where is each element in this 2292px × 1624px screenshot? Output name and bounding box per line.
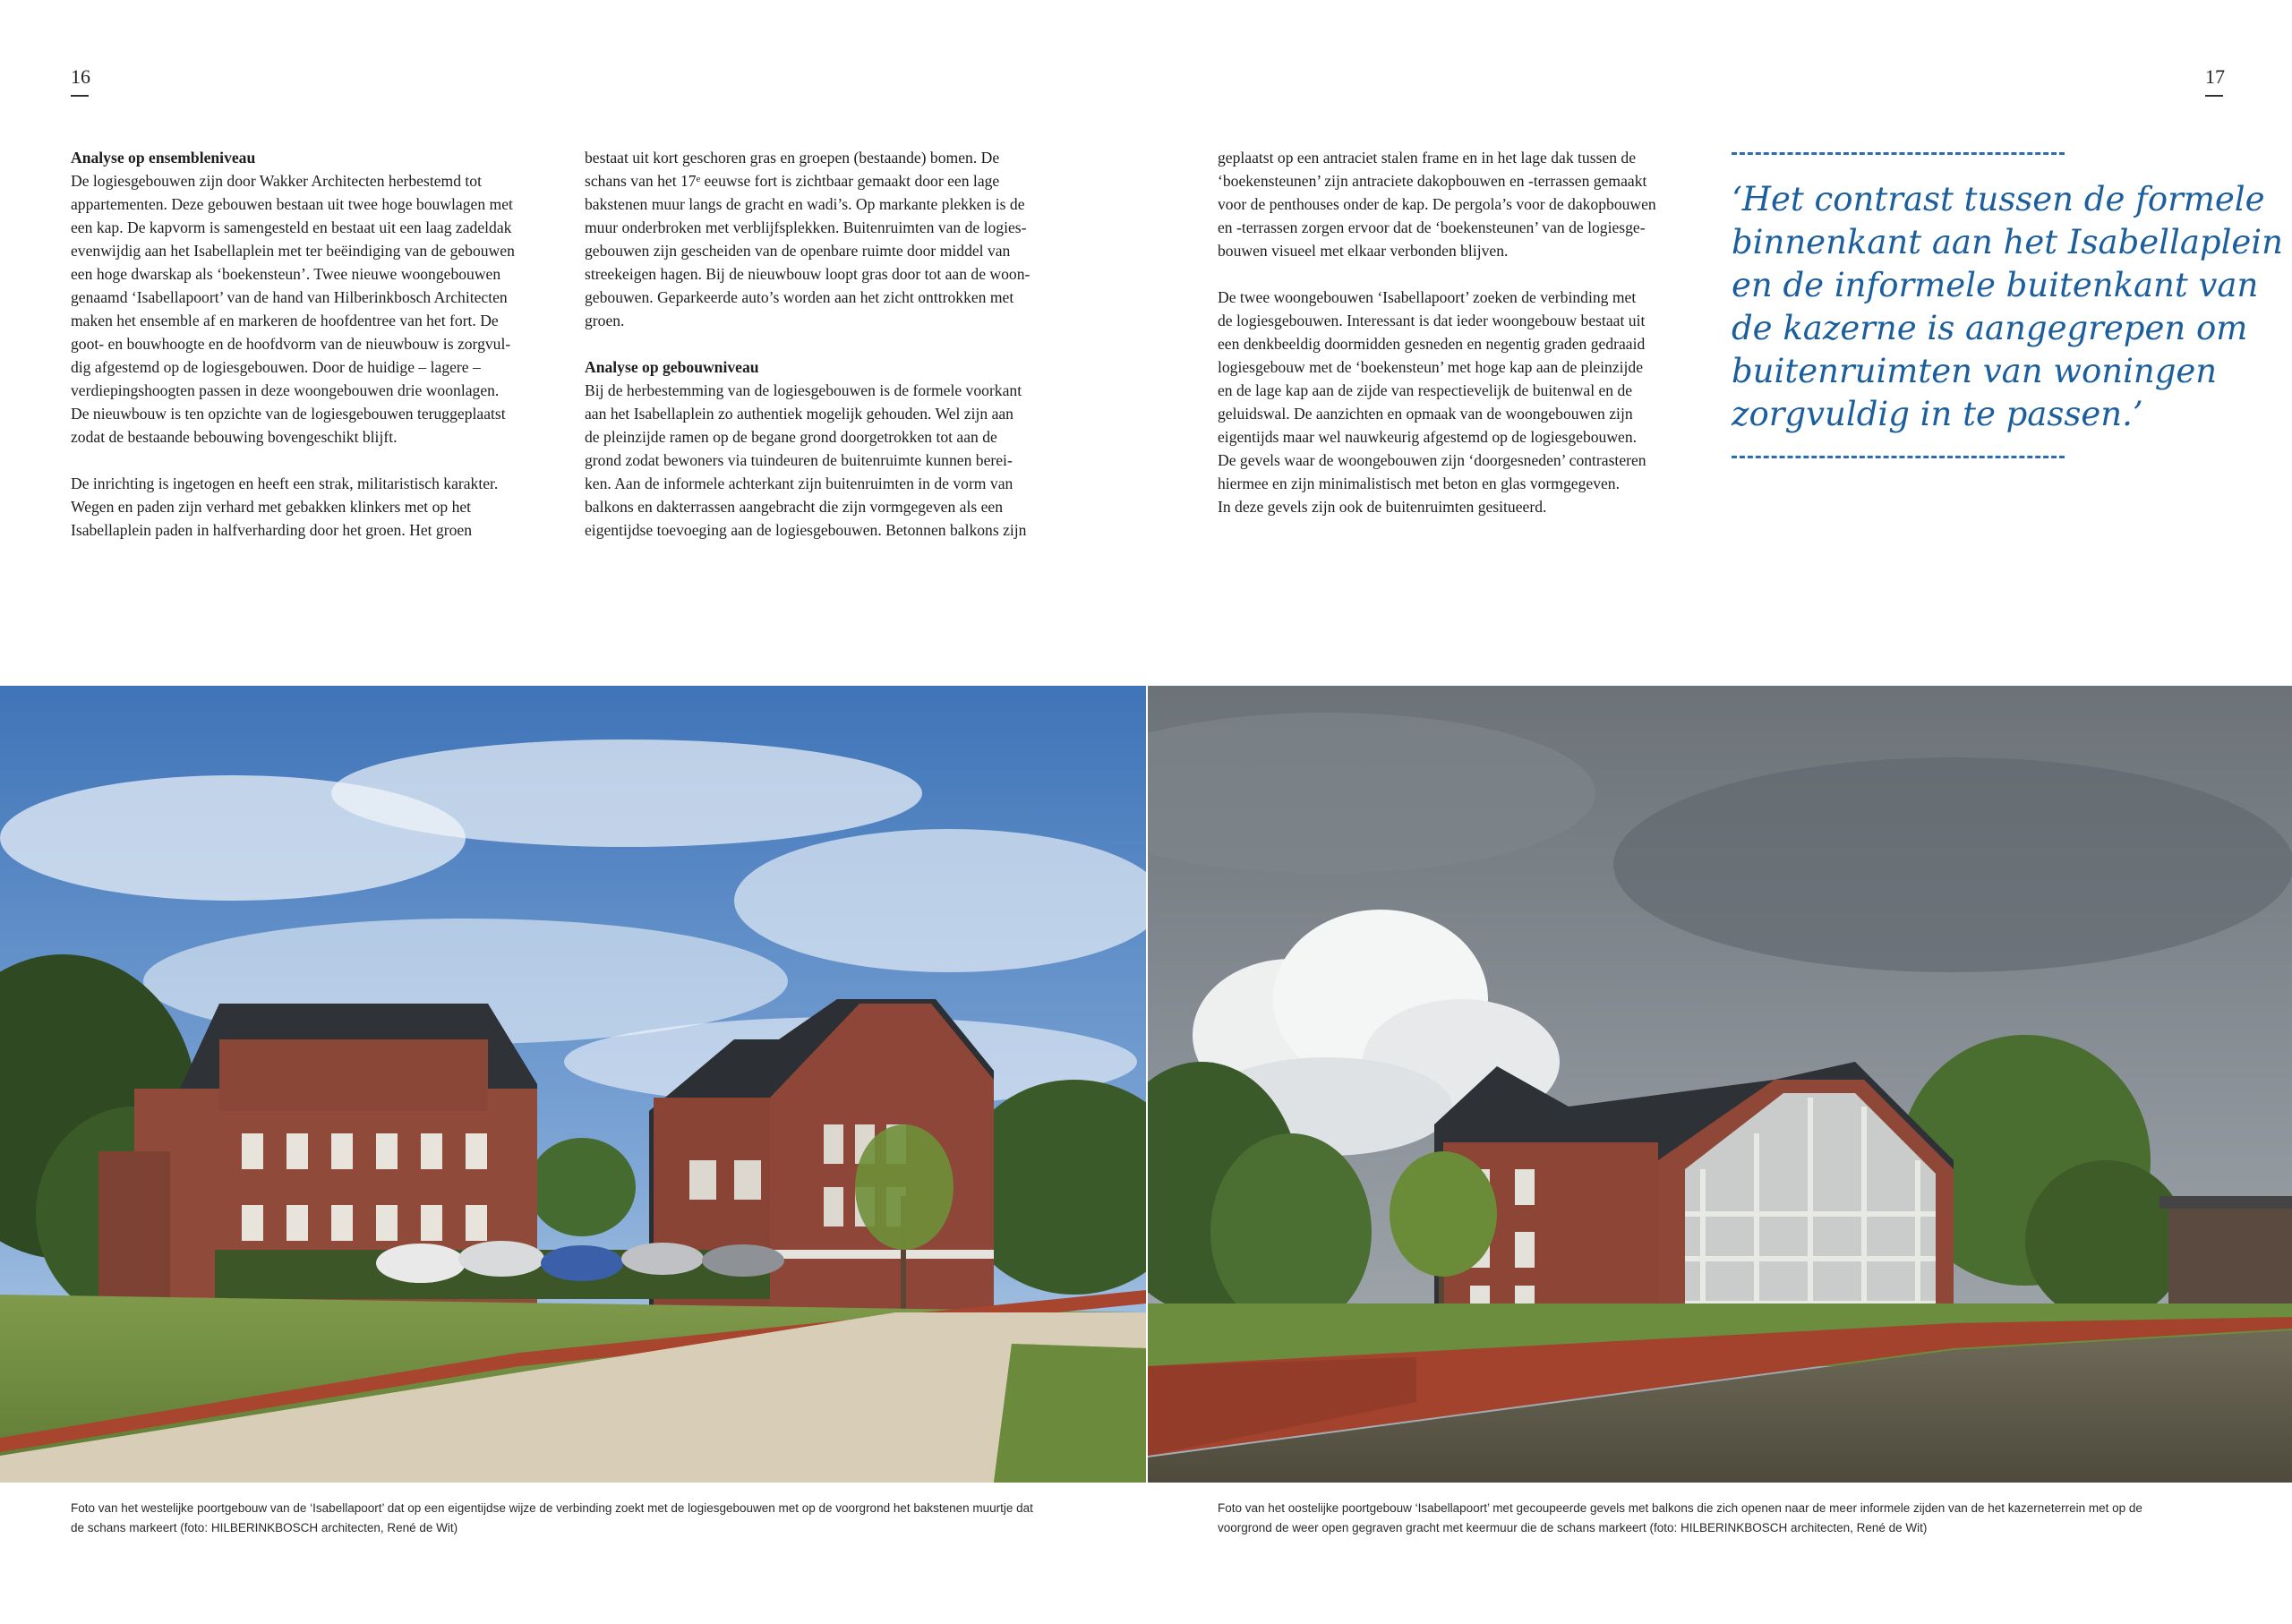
text-line: schans van het 17ᵉ eeuwse fort is zichtbaar gemaakt door een lage	[585, 172, 1000, 190]
text-line: evenwijdig aan het Isabellaplein met ter beëindiging van de gebouwen	[71, 242, 515, 260]
photo-caption-left	[71, 1499, 1033, 1538]
text-line: verdiepingshoogten passen in deze woongebouwen drie woonlagen.	[71, 381, 500, 399]
text-line: De nieuwbouw is ten opzichte van de logiesgebouwen teruggeplaatst	[71, 405, 506, 423]
text-line: ken. Aan de informele achterkant zijn buitenruimten in de vorm van	[585, 474, 1013, 492]
text-line: en -terrassen zorgen ervoor dat de ‘boekensteunen’ van de logiesge-	[1218, 218, 1646, 236]
text-line: In deze gevels zijn ook de buitenruimten gesitueerd.	[1218, 498, 1547, 516]
photo-west-gatehouse	[0, 686, 1146, 1483]
paragraph	[71, 472, 569, 542]
quote-text	[1732, 178, 2283, 436]
caption-line: Foto van het westelijke poortgebouw van de ‘Isabellapoort’ dat op een eigentijdse wijze de verbinding zoekt met de logiesgebouwen met op de voorgrond het bakstenen muurtje dat	[71, 1501, 1033, 1515]
paragraph	[1218, 146, 1715, 262]
quote-line: en de informele buitenkant van	[1732, 266, 2259, 304]
paragraph	[585, 379, 1082, 542]
text-line: Wegen en paden zijn verhard met gebakken klinkers met op het	[71, 498, 472, 516]
quote-divider-top	[1732, 152, 2065, 155]
text-line: bestaat uit kort geschoren gras en groepen (bestaande) bomen. De	[585, 149, 1000, 167]
page-number-right: 17	[2205, 64, 2225, 97]
quote-line: buitenruimten van woningen	[1732, 352, 2218, 390]
paragraph	[1218, 286, 1715, 518]
text-column-1	[71, 146, 569, 542]
text-line: bouwen visueel met elkaar verbonden blijven.	[1218, 242, 1509, 260]
text-line: de pleinzijde ramen op de begane grond doorgetrokken tot aan de	[585, 428, 997, 446]
text-line: ‘boekensteunen’ zijn antraciete dakopbouwen en -terrassen gemaakt	[1218, 172, 1647, 190]
text-line: De gevels waar de woongebouwen zijn ‘doorgesneden’ contrasteren	[1218, 451, 1646, 469]
text-line: eigentijdse toevoeging aan de logiesgebouwen. Betonnen balkons zijn	[585, 521, 1027, 539]
quote-divider-bottom	[1732, 456, 2065, 458]
text-line: De inrichting is ingetogen en heeft een strak, militaristisch karakter.	[71, 474, 499, 492]
section-heading-ensemble: Analyse op ensembleniveau	[71, 149, 256, 167]
caption-line: de schans markeert (foto: HILBERINKBOSCH architecten, René de Wit)	[71, 1521, 458, 1534]
text-line: grond zodat bewoners via tuindeuren de buitenruimte kunnen berei-	[585, 451, 1013, 469]
caption-line: voorgrond de weer open gegraven gracht met keermuur die de schans markeert (foto: HILBERINKBOSCH architecten, René de Wit)	[1218, 1521, 1928, 1534]
text-line: De twee woongebouwen ‘Isabellapoort’ zoeken de verbinding met	[1218, 288, 1637, 306]
text-line: goot- en bouwhoogte en de hoofdvorm van de nieuwbouw is zorgvul-	[71, 335, 511, 353]
text-line: gebouwen. Geparkeerde auto’s worden aan het zicht onttrokken met	[585, 288, 1014, 306]
text-line: eigentijds maar wel nauwkeurig afgestemd op de logiesgebouwen.	[1218, 428, 1638, 446]
page-number-left: 16	[71, 64, 90, 97]
text-line: hiermee en zijn minimalistisch met beton en glas vormgegeven.	[1218, 474, 1621, 492]
text-line: aan het Isabellaplein zo authentiek mogelijk gehouden. Wel zijn aan	[585, 405, 1013, 423]
paragraph	[71, 169, 569, 449]
quote-line: zorgvuldig in te passen.’	[1732, 395, 2143, 433]
text-line: Bij de herbestemming van de logiesgebouwen is de formele voorkant	[585, 381, 1022, 399]
text-line: Isabellaplein paden in halfverharding door het groen. Het groen	[71, 521, 472, 539]
text-line: een denkbeeldig doormidden gesneden en negentig graden gedraaid	[1218, 335, 1646, 353]
text-line: zodat de bestaande bebouwing bovengeschikt blijft.	[71, 428, 398, 446]
text-line: logiesgebouw met de ‘boekensteun’ met hoge kap aan de pleinzijde	[1218, 358, 1644, 376]
text-line: genaamd ‘Isabellapoort’ van de hand van Hilberinkbosch Architecten	[71, 288, 508, 306]
quote-line: binnenkant aan het Isabellaplein	[1732, 223, 2283, 261]
photo-east-gatehouse	[1148, 686, 2292, 1483]
text-line: gebouwen zijn gescheiden van de openbare ruimte door middel van	[585, 242, 1011, 260]
text-line: voor de penthouses onder de kap. De pergola’s voor de dakopbouwen	[1218, 195, 1656, 213]
text-line: streekeigen hagen. Bij de nieuwbouw loopt gras door tot aan de woon-	[585, 265, 1031, 283]
text-column-2	[585, 146, 1082, 542]
quote-line: ‘Het contrast tussen de formele	[1732, 180, 2265, 218]
text-line: geplaatst op een antraciet stalen frame en in het lage dak tussen de	[1218, 149, 1637, 167]
text-line: de logiesgebouwen. Interessant is dat ieder woongebouw bestaat uit	[1218, 312, 1646, 329]
text-line: maken het ensemble af en markeren de hoofdentree van het fort. De	[71, 312, 499, 329]
text-line: balkons en dakterrassen aangebracht die zijn vormgegeven als een	[585, 498, 1004, 516]
text-line: dig afgestemd op de logiesgebouwen. Door de huidige – lagere –	[71, 358, 481, 376]
text-line: groen.	[585, 312, 625, 329]
paragraph	[585, 146, 1082, 332]
text-line: De logiesgebouwen zijn door Wakker Architecten herbestemd tot	[71, 172, 482, 190]
text-column-3	[1218, 146, 1715, 518]
text-line: muur onderbroken met verblijfsplekken. Buitenruimten van de logies-	[585, 218, 1027, 236]
text-line: een hoge dwarskap als ‘boekensteun’. Twee nieuwe woongebouwen	[71, 265, 501, 283]
text-line: een kap. De kapvorm is samengesteld en bestaat uit een laag zadeldak	[71, 218, 512, 236]
text-line: geluidswal. De aanzichten en opmaak van de woongebouwen zijn	[1218, 405, 1633, 423]
pull-quote	[1732, 152, 2283, 458]
text-line: en de lage kap aan de zijde van respectievelijk de buitenwal en de	[1218, 381, 1633, 399]
text-line: bakstenen muur langs de gracht en wadi’s. Op markante plekken is de	[585, 195, 1025, 213]
text-line: appartementen. Deze gebouwen bestaan uit twee hoge bouwlagen met	[71, 195, 513, 213]
section-heading-gebouw: Analyse op gebouwniveau	[585, 358, 759, 376]
photo-caption-right	[1218, 1499, 2142, 1538]
quote-line: de kazerne is aangegrepen om	[1732, 309, 2248, 347]
caption-line: Foto van het oostelijke poortgebouw ‘Isabellapoort’ met gecoupeerde gevels met balkons die zich openen naar de meer informele zijden van de het kazerneterrein met op de	[1218, 1501, 2142, 1515]
